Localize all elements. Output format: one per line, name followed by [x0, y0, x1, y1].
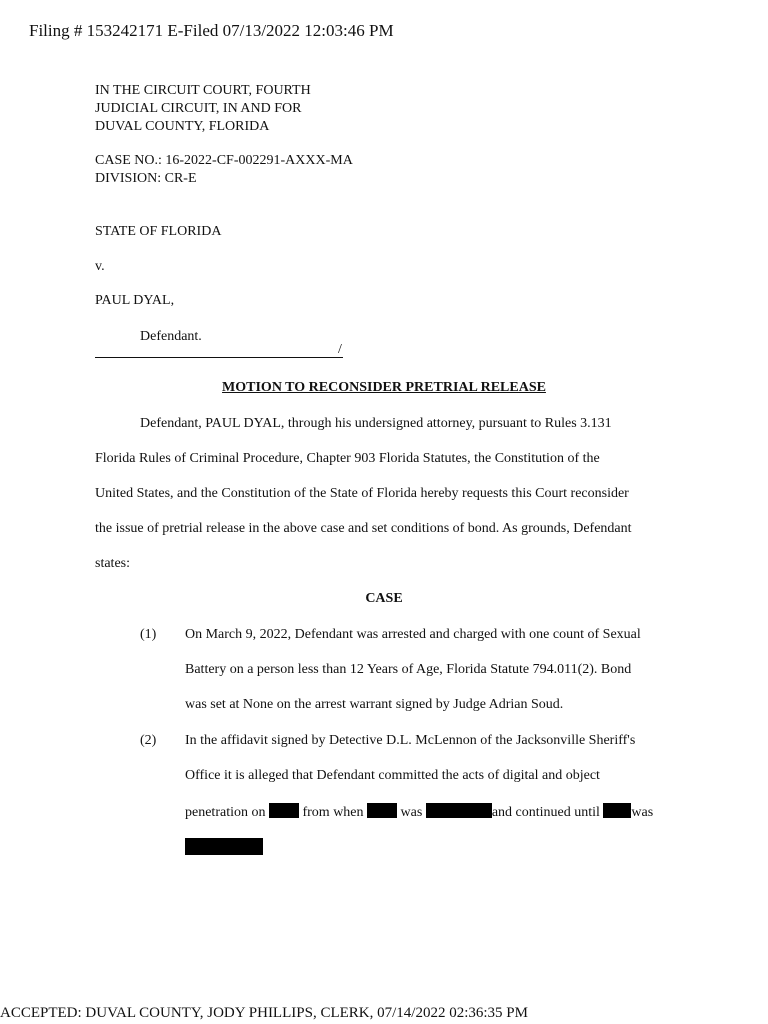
intro-line: the issue of pretrial release in the above case and set conditions of bond. As grounds, Defendant [95, 521, 632, 536]
intro-line: United States, and the Constitution of the State of Florida hereby requests this Court reconsider [95, 486, 629, 501]
text-fragment: and continued until [491, 805, 600, 820]
item-line-redacted [185, 803, 653, 821]
text-fragment: was [631, 805, 654, 820]
defendant-label: Defendant. [140, 329, 202, 344]
case-number: CASE NO.: 16-2022-CF-002291-AXXX-MA [95, 153, 353, 168]
versus: v. [95, 259, 105, 274]
caption-slash: / [338, 342, 342, 357]
redaction-box [269, 803, 299, 818]
redaction-box [185, 838, 263, 855]
item-number: (1) [140, 627, 157, 642]
intro-line: Florida Rules of Criminal Procedure, Chapter 903 Florida Statutes, the Constitution of the [95, 451, 600, 466]
intro-line: Defendant, PAUL DYAL, through his undersigned attorney, pursuant to Rules 3.131 [140, 416, 612, 431]
item-line: Office it is alleged that Defendant committed the acts of digital and object [185, 768, 600, 783]
section-heading: CASE [365, 591, 403, 606]
redaction-box [426, 803, 492, 818]
division: DIVISION: CR-E [95, 171, 197, 186]
redaction-box [603, 803, 631, 818]
motion-title: MOTION TO RECONSIDER PRETRIAL RELEASE [222, 380, 546, 395]
court-line: JUDICIAL CIRCUIT, IN AND FOR [95, 101, 302, 116]
text-fragment: from when [302, 805, 364, 820]
court-line: IN THE CIRCUIT COURT, FOURTH [95, 83, 311, 98]
clerk-acceptance-stamp: ACCEPTED: DUVAL COUNTY, JODY PHILLIPS, CLERK, 07/14/2022 02:36:35 PM [0, 1005, 528, 1021]
signature-line [95, 357, 343, 358]
item-number: (2) [140, 733, 157, 748]
text-fragment: was [400, 805, 423, 820]
item-line: was set at None on the arrest warrant signed by Judge Adrian Soud. [185, 697, 564, 712]
text-fragment: penetration on [185, 805, 266, 820]
item-line: On March 9, 2022, Defendant was arrested and charged with one count of Sexual [185, 627, 641, 642]
item-line: In the affidavit signed by Detective D.L. McLennon of the Jacksonville Sheriff's [185, 733, 636, 748]
filing-header: Filing # 153242171 E-Filed 07/13/2022 12:03:46 PM [29, 21, 394, 40]
defendant-name: PAUL DYAL, [95, 293, 175, 308]
plaintiff: STATE OF FLORIDA [95, 224, 222, 239]
redaction-box [367, 803, 397, 818]
court-line: DUVAL COUNTY, FLORIDA [95, 119, 270, 134]
item-line: Battery on a person less than 12 Years of Age, Florida Statute 794.011(2). Bond [185, 662, 632, 677]
intro-line: states: [95, 556, 130, 571]
